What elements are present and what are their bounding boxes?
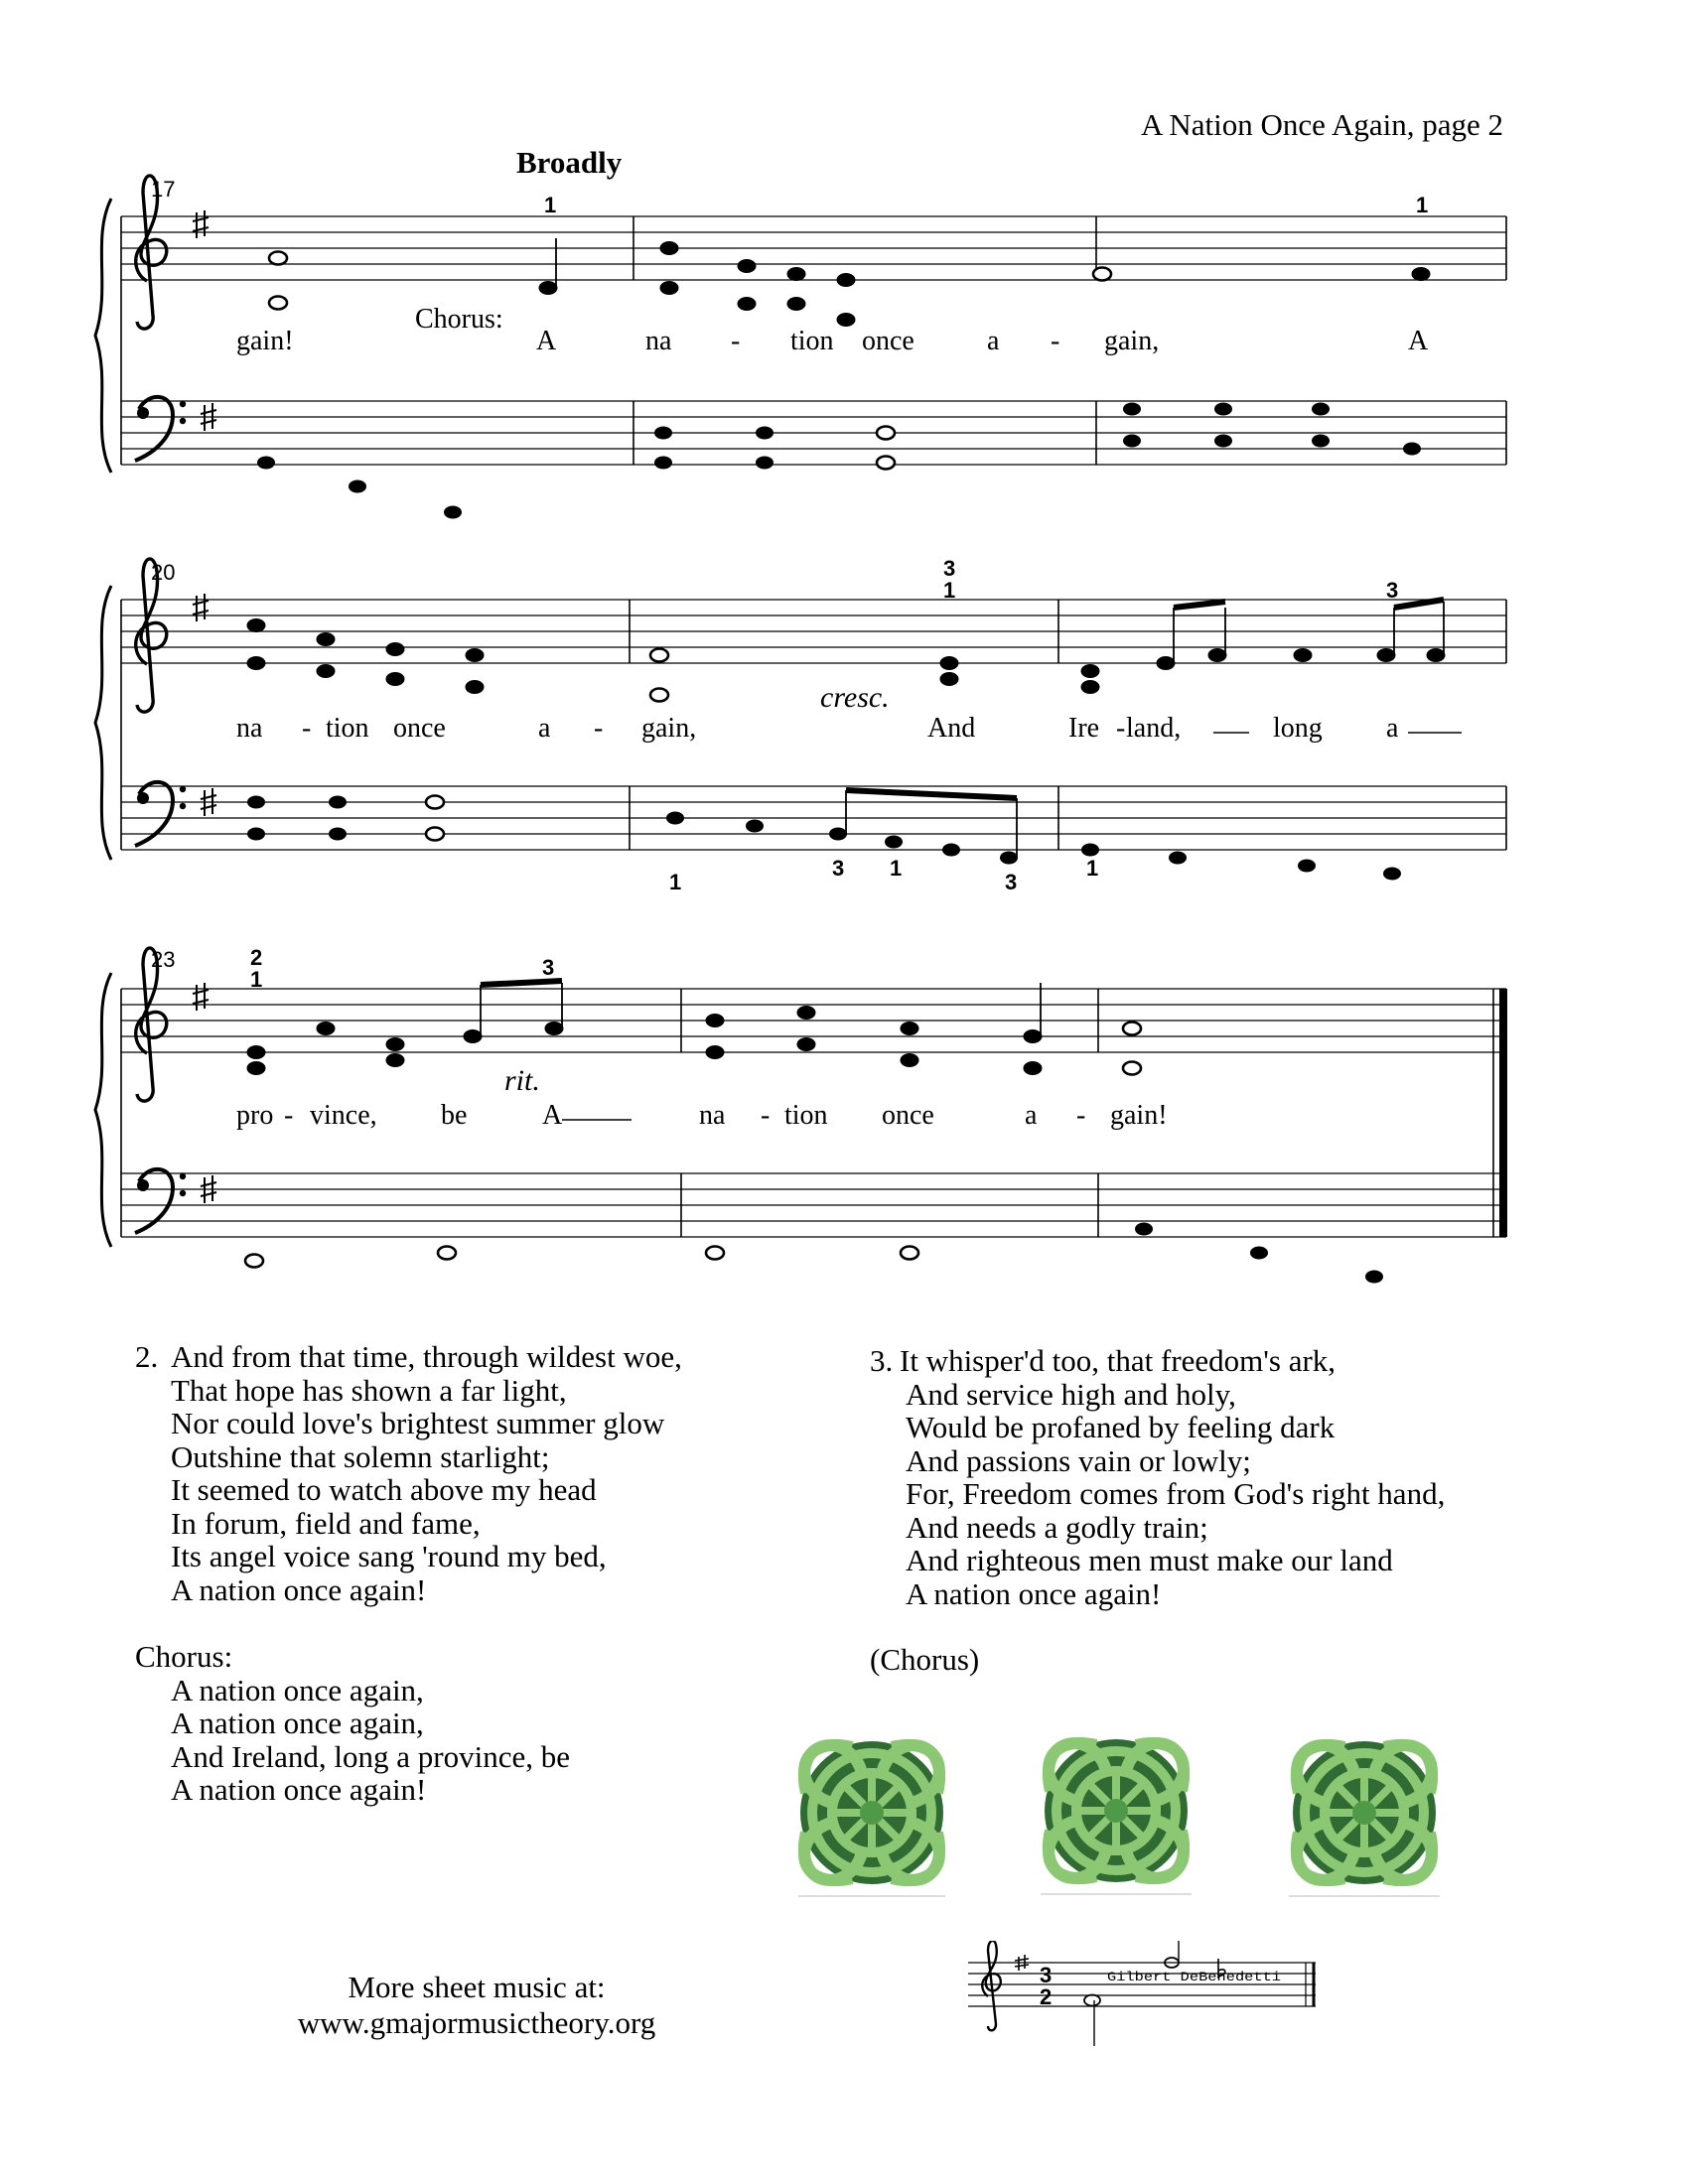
verse-2 — [135, 1340, 682, 1606]
verse-number: 3. — [870, 1343, 894, 1378]
verse-line: Would be profaned by feeling dark — [906, 1410, 1336, 1444]
fingering: 3 — [542, 955, 555, 980]
logo-signature: Gilbert DeBenedetti — [1107, 1970, 1282, 1984]
logo-time-signature-top: 3 — [1040, 1963, 1053, 1987]
lyric: be — [441, 1100, 468, 1131]
verse-line: A nation once again! — [171, 1571, 427, 1607]
lyric: A — [536, 326, 557, 356]
fingering: 3 — [832, 856, 845, 881]
celtic-knot-2 — [1045, 1739, 1188, 1882]
lyric: gain! — [1110, 1100, 1168, 1131]
verse-line: Outshine that solemn starlight; — [171, 1438, 550, 1474]
verse-line: And Ireland, long a province, be — [171, 1738, 571, 1774]
lyric: - — [761, 1100, 771, 1131]
lyric: once — [882, 1100, 934, 1131]
lyric: once — [862, 326, 914, 356]
system-3 — [95, 945, 1506, 1284]
fingering: 3 — [943, 556, 956, 581]
page-header: A Nation Once Again, page 2 — [1140, 107, 1503, 142]
verse-line: Nor could love's brightest summer glow — [171, 1406, 665, 1440]
verse-line: It seemed to watch above my head — [171, 1472, 597, 1507]
verse-line: And service high and holy, — [906, 1376, 1236, 1412]
lyric: a — [1025, 1100, 1038, 1131]
fingering: 1 — [250, 967, 263, 992]
lyric: - — [284, 1100, 294, 1131]
lyric: tion — [790, 326, 834, 356]
verse-line: A nation once again, — [171, 1672, 424, 1707]
verse-line: It whisper'd too, that freedom's ark, — [900, 1343, 1336, 1378]
fingering: 3 — [1386, 578, 1399, 603]
verse-line: For, Freedom comes from God's right hand, — [906, 1476, 1446, 1511]
celtic-knot-decorations — [784, 1727, 1479, 1906]
verse-line: Its angel voice sang 'round my bed, — [171, 1539, 607, 1573]
chorus-label: Chorus: — [135, 1639, 233, 1674]
measure-number: 20 — [151, 560, 176, 585]
lyric: - — [302, 713, 312, 744]
gilbert-debenedetti-logo — [958, 1941, 1316, 2050]
lyric: - — [1076, 1100, 1086, 1131]
lyric: once — [393, 713, 446, 744]
lyric: pro — [236, 1100, 274, 1131]
verse-line: In forum, field and fame, — [171, 1505, 481, 1541]
fingering: 1 — [669, 870, 682, 894]
measure-number: 17 — [151, 177, 176, 202]
verse-line: A nation once again, — [171, 1706, 424, 1740]
verse-line: And passions vain or lowly; — [906, 1442, 1251, 1478]
verse-line: And righteous men must make our land — [906, 1543, 1393, 1577]
footer-text — [268, 1970, 685, 2041]
lyric: gain, — [641, 713, 697, 744]
verse-line: And needs a godly train; — [906, 1509, 1208, 1545]
dynamic-marking: cresc. — [820, 681, 890, 714]
lyric: na — [236, 713, 263, 744]
lyric: - — [731, 326, 741, 356]
fingering: 3 — [1005, 870, 1018, 894]
fingering: 2 — [250, 945, 263, 970]
lyric: na — [645, 326, 672, 356]
lyric: land, — [1126, 713, 1182, 744]
verse-line: A nation once again! — [906, 1575, 1162, 1611]
verse-line: And from that time, through wildest woe, — [171, 1339, 682, 1374]
dynamic-marking: rit. — [504, 1064, 540, 1097]
footer-line-1: More sheet music at: — [348, 1970, 606, 2004]
fingering: 1 — [544, 193, 557, 217]
lyric: a — [987, 326, 1000, 356]
measure-number: 23 — [151, 947, 176, 972]
chorus-reference: (Chorus) — [870, 1642, 980, 1677]
system-2 — [95, 556, 1506, 894]
lyric: Ire — [1068, 713, 1100, 744]
lyric: na — [699, 1100, 726, 1131]
tempo-marking: Broadly — [516, 145, 623, 180]
lyric: gain! — [236, 326, 294, 356]
logo-time-signature-bottom: 2 — [1040, 1984, 1053, 2009]
fingering: 1 — [890, 856, 903, 881]
lyric: Chorus: — [415, 304, 503, 335]
chorus-text — [135, 1640, 570, 1807]
verse-number: 2. — [135, 1339, 159, 1374]
verse-3 — [870, 1344, 1445, 1677]
lyric: a — [1386, 713, 1399, 744]
lyric: - — [1051, 326, 1060, 356]
lyric: vince, — [310, 1100, 377, 1131]
lyric: - — [1116, 713, 1126, 744]
celtic-knot-1 — [800, 1741, 943, 1884]
lyric: - — [594, 713, 604, 744]
lyric: And — [927, 713, 976, 744]
lyric: tion — [326, 713, 369, 744]
celtic-knot-3 — [1293, 1741, 1436, 1884]
system-1 — [95, 145, 1506, 519]
lyric: A — [542, 1100, 563, 1131]
website-link[interactable]: www.gmajormusictheory.org — [297, 2005, 656, 2040]
fingering: 1 — [1086, 856, 1099, 881]
verse-line: That hope has shown a far light, — [171, 1372, 567, 1408]
verse-line: A nation once again! — [171, 1772, 427, 1807]
lyric: a — [538, 713, 551, 744]
fingering: 1 — [1416, 193, 1429, 217]
lyric: gain, — [1104, 326, 1160, 356]
lyric: tion — [784, 1100, 828, 1131]
fingering: 1 — [943, 578, 956, 603]
lyric: long — [1273, 713, 1323, 744]
lyric: A — [1408, 326, 1429, 356]
